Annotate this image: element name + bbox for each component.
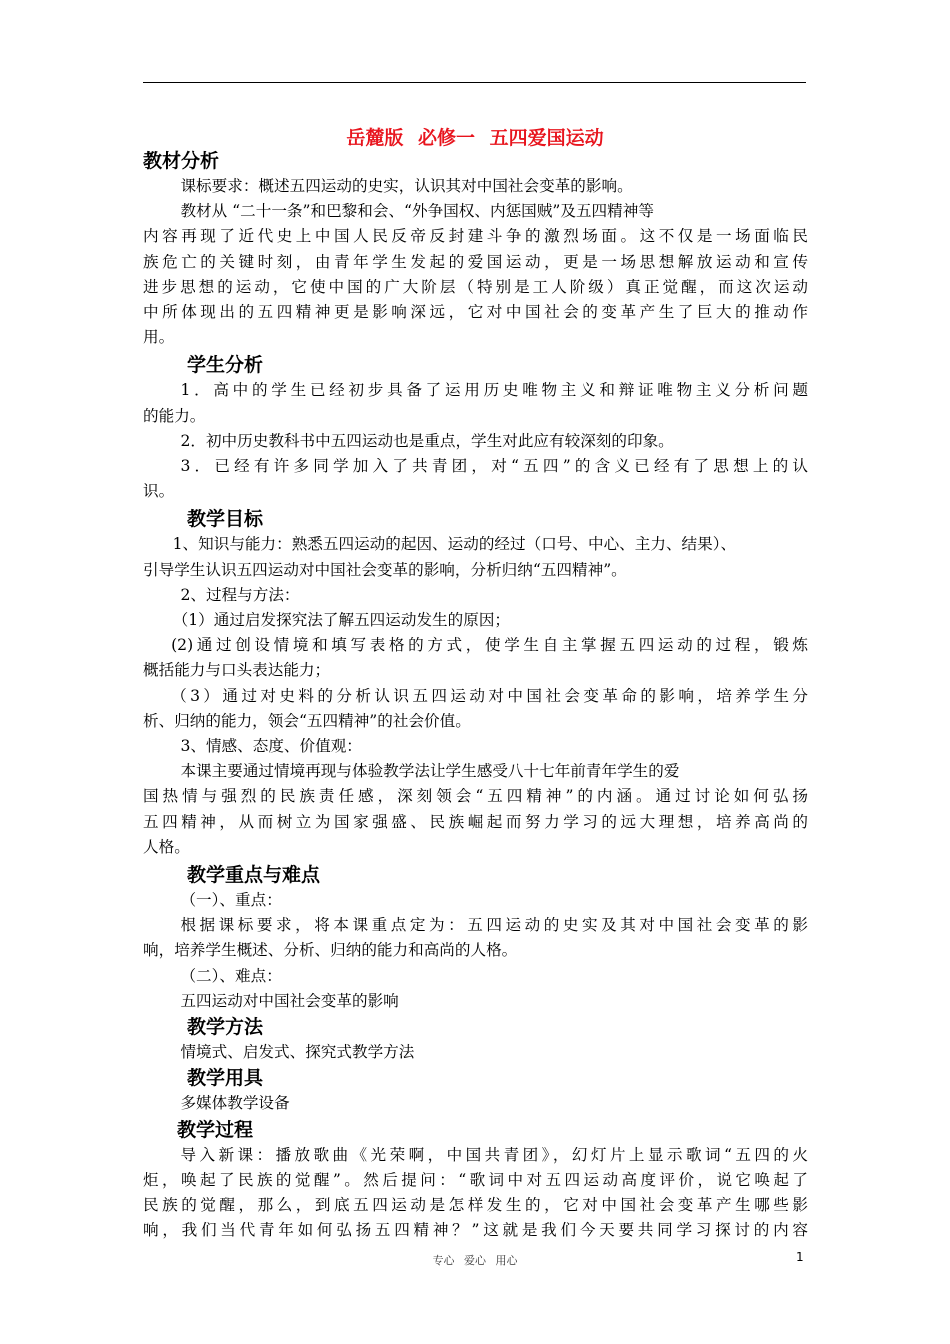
text-line: 用。: [143, 328, 175, 347]
curriculum-requirement: 课标要求：概述五四运动的史实，认识其对中国社会变革的影响。: [180, 177, 633, 195]
textbook-paragraph: [143, 199, 808, 350]
goal-emotion: [143, 759, 808, 860]
text-line: 教材从 “二十一条”和巴黎和会、“外争国权、内惩国贼”及五四精神等: [180, 202, 654, 221]
tools-text: 多媒体教学设备: [180, 1094, 290, 1113]
goal-emotion-title: 3、情感、态度、价值观：: [180, 737, 362, 756]
text-line: 概括能力与口头表达能力；: [143, 661, 331, 680]
header-rule: [143, 82, 806, 83]
heading-teaching-goals: 教学目标: [187, 508, 264, 531]
goal-process-2: [143, 633, 808, 683]
difficulty-text: 五四运动对中国社会变革的影响: [180, 991, 399, 1010]
heading-key-points: 教学重点与难点: [187, 864, 321, 887]
goal-knowledge: [143, 532, 808, 582]
text-line: 引导学生认识五四运动对中国社会变革的影响，分析归纳“五四精神”。: [143, 560, 627, 579]
difficulty-label: （二）、难点：: [180, 966, 282, 985]
text-line: 响，我们当代青年如何弘扬五四精神？”这就是我们今天要共同学习探讨的内容: [143, 1221, 808, 1240]
document-body: [143, 148, 808, 1243]
text-line: 五四精神，从而树立为国家强盛、民族崛起而努力学习的远大理想，培养高尚的: [143, 812, 808, 831]
student-item-1: [143, 378, 808, 428]
footer-motto: 专心: [432, 1254, 455, 1267]
document-title: [0, 123, 950, 150]
text-line: 的能力。: [143, 406, 206, 425]
text-line: 进步思想的运动，它使中国的广大阶层（特别是工人阶级）真正觉醒，而这次运动: [143, 277, 808, 296]
text-line: 本课主要通过情境再现与体验教学法让学生感受八十七年前青年学生的爱: [180, 762, 680, 781]
text-line: 识。: [143, 482, 175, 501]
text-line: 人格。: [143, 837, 190, 856]
heading-textbook-analysis: 教材分析: [143, 150, 220, 172]
student-item-2: 2．初中历史教科书中五四运动也是重点，学生对此应有较深刻的印象。: [180, 431, 674, 450]
text-line: 析、归纳的能力，领会“五四精神”的社会价值。: [143, 711, 471, 730]
goal-process-1: （1）通过启发探究法了解五四运动发生的原因；: [172, 611, 511, 630]
page-footer: [0, 1252, 950, 1268]
footer-motto: 爱心: [464, 1254, 486, 1267]
text-line: 根据课标要求，将本课重点定为：五四运动的史实及其对中国社会变革的影: [180, 916, 808, 935]
text-line: 1．高中的学生已经初步具备了运用历史唯物主义和辩证唯物主义分析问题: [180, 381, 808, 400]
goal-process-3: [143, 684, 808, 734]
text-line: 民族的觉醒，那么，到底五四运动是怎样发生的，它对中国社会变革产生哪些影: [143, 1195, 808, 1214]
text-line: 炬，唤起了民族的觉醒”。然后提问：“歌词中对五四运动高度评价，说它唤起了: [143, 1170, 808, 1189]
heading-student-analysis: 学生分析: [187, 354, 264, 377]
text-line: 内容再现了近代史上中国人民反帝反封建斗争的激烈场面。这不仅是一场面临民: [143, 227, 808, 246]
focus-label: （一）、重点：: [180, 891, 282, 910]
title-edition: 岳麓版: [346, 127, 404, 149]
process-intro: [143, 1143, 808, 1244]
title-topic: 五四爱国运动: [489, 127, 604, 149]
footer-motto: 用心: [495, 1254, 518, 1267]
text-line: 中所体现出的五四精神更是影响深远，它对中国社会的变革产生了巨大的推动作: [143, 303, 808, 322]
text-line: 导入新课：播放歌曲《光荣啊，中国共青团》，幻灯片上显示歌词“五四的火: [180, 1145, 808, 1164]
heading-teaching-process: 教学过程: [177, 1118, 254, 1141]
heading-teaching-tools: 教学用具: [187, 1067, 264, 1090]
text-line: 族危亡的关键时刻，由青年学生发起的爱国运动，更是一场思想解放运动和宣传: [143, 252, 808, 271]
focus-text: [143, 913, 808, 963]
text-line: 3．已经有许多同学加入了共青团，对“五四”的含义已经有了思想上的认: [180, 457, 808, 476]
text-line: 1、知识与能力：熟悉五四运动的起因、运动的经过（口号、中心、主力、结果）、: [172, 535, 737, 554]
title-volume: 必修一: [417, 127, 475, 149]
text-line: (2)通过创设情境和填写表格的方式，使学生自主掌握五四运动的过程，锻炼: [171, 636, 808, 655]
methods-text: 情境式、启发式、探究式教学方法: [180, 1043, 415, 1062]
text-line: （3）通过对史料的分析认识五四运动对中国社会变革命的影响，培养学生分: [171, 686, 808, 705]
heading-teaching-methods: 教学方法: [187, 1016, 264, 1039]
student-item-3: [143, 454, 808, 504]
page-number: 1: [796, 1250, 804, 1264]
goal-process-title: 2、过程与方法：: [180, 585, 300, 604]
text-line: 国热情与强烈的民族责任感，深刻领会“五四精神”的内涵。通过讨论如何弘扬: [143, 787, 808, 806]
text-line: 响，培养学生概述、分析、归纳的能力和高尚的人格。: [143, 941, 518, 960]
